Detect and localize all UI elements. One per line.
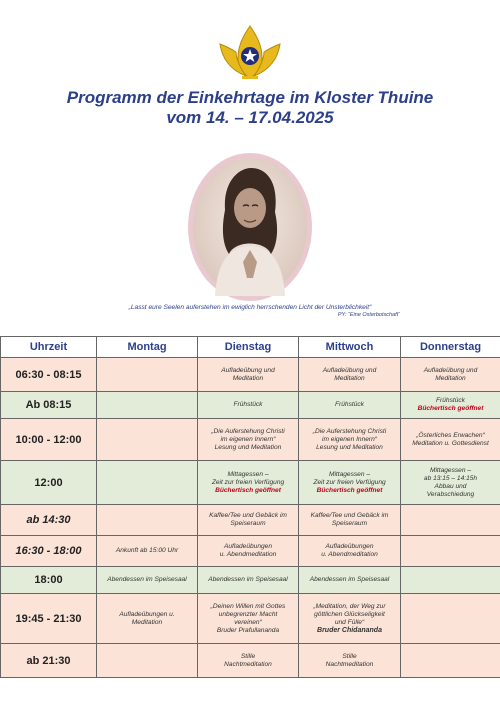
time-cell: ab 21:30	[1, 644, 97, 678]
header-mittwoch: Mittwoch	[299, 337, 401, 358]
header-dienstag: Dienstag	[198, 337, 299, 358]
mittwoch-cell: Kaffee/Tee und Gebäck im Speiseraum	[299, 505, 401, 536]
mittwoch-cell: „Die Auferstehung Christi im eigenen Innern“ Lesung und Meditation	[299, 419, 401, 461]
book-table-note: Büchertisch geöffnet	[215, 486, 281, 494]
dienstag-cell: Kaffee/Tee und Gebäck im Speiseraum	[198, 505, 299, 536]
dienstag-cell: Aufladeübung und Meditation	[198, 358, 299, 392]
montag-cell: Abendessen im Speisesaal	[97, 567, 198, 594]
mittwoch-cell: Stille Nachtmeditation	[299, 644, 401, 678]
table-row	[1, 461, 500, 505]
time-cell: 18:00	[1, 567, 97, 594]
donnerstag-cell: „Österliches Erwachen“ Meditation u. Gottesdienst	[401, 419, 500, 461]
mittwoch-cell: Mittagessen – Zeit zur freien Verfügung Büchertisch geöffnet	[299, 461, 401, 505]
dienstag-cell: „Deinen Willen mit Gottes unbegrenzter Macht vereinen“ Bruder Prafullananda	[198, 594, 299, 644]
montag-cell	[97, 644, 198, 678]
table-row	[1, 505, 500, 536]
donnerstag-cell	[401, 594, 500, 644]
speaker-name: Bruder Prafullananda	[216, 626, 280, 634]
schedule-table	[0, 336, 500, 678]
table-row	[1, 644, 500, 678]
portrait-photo	[185, 150, 315, 305]
page-title: Programm der Einkehrtage im Kloster Thuine	[66, 88, 434, 107]
mittwoch-cell: Abendessen im Speisesaal	[299, 567, 401, 594]
dienstag-cell: Mittagessen – Zeit zur freien Verfügung Büchertisch geöffnet	[198, 461, 299, 505]
time-cell: Ab 08:15	[1, 392, 97, 419]
header-montag: Montag	[97, 337, 198, 358]
donnerstag-cell: Frühstück Büchertisch geöffnet	[401, 392, 500, 419]
header-uhrzeit: Uhrzeit	[1, 337, 97, 358]
dienstag-cell: Stille Nachtmeditation	[198, 644, 299, 678]
montag-cell	[97, 461, 198, 505]
book-table-note: Büchertisch geöffnet	[417, 405, 484, 412]
time-cell: 06:30 - 08:15	[1, 358, 97, 392]
donnerstag-cell: Mittagessen – ab 13:15 – 14:15h Abbau und Verabschiedung	[401, 461, 500, 505]
table-row	[1, 419, 500, 461]
table-row	[1, 567, 500, 594]
dienstag-cell: Aufladeübungen u. Abendmeditation	[198, 536, 299, 567]
montag-cell	[97, 358, 198, 392]
mittwoch-cell: Aufladeübungen u. Abendmeditation	[299, 536, 401, 567]
montag-cell	[97, 392, 198, 419]
montag-cell	[97, 505, 198, 536]
time-cell: 19:45 - 21:30	[1, 594, 97, 644]
donnerstag-cell	[401, 644, 500, 678]
mittwoch-cell: Frühstück	[299, 392, 401, 419]
table-row	[1, 358, 500, 392]
dienstag-cell: „Die Auferstehung Christi im eigenen Innern“ Lesung und Meditation	[198, 419, 299, 461]
time-cell: ab 14:30	[1, 505, 97, 536]
table-row	[1, 536, 500, 567]
donnerstag-cell	[401, 536, 500, 567]
dienstag-cell: Abendessen im Speisesaal	[198, 567, 299, 594]
montag-cell: Ankunft ab 15:00 Uhr	[97, 536, 198, 567]
time-cell: 12:00	[1, 461, 97, 505]
donnerstag-cell	[401, 567, 500, 594]
quote-text: „Lasst eure Seelen auferstehen im ewiglich herrschenden Licht der Unsterblichkeit“	[128, 304, 372, 311]
lotus-star-icon	[216, 24, 284, 82]
montag-cell	[97, 419, 198, 461]
header-donnerstag: Donnerstag	[401, 337, 500, 358]
time-cell: 16:30 - 18:00	[1, 536, 97, 567]
donnerstag-cell	[401, 505, 500, 536]
mittwoch-cell: Aufladeübung und Meditation	[299, 358, 401, 392]
dienstag-cell: Frühstück	[198, 392, 299, 419]
time-cell: 10:00 - 12:00	[1, 419, 97, 461]
speaker-name: Bruder Chidananda	[317, 626, 382, 634]
montag-cell: Aufladeübungen u. Meditation	[97, 594, 198, 644]
table-header-row	[1, 337, 500, 358]
page-subtitle-dates: vom 14. – 17.04.2025	[166, 108, 334, 127]
book-table-note: Büchertisch geöffnet	[316, 486, 383, 494]
donnerstag-cell: Aufladeübung und Meditation	[401, 358, 500, 392]
table-row	[1, 392, 500, 419]
quote-source: PY: “Eine Osterbotschaft“	[337, 312, 400, 318]
mittwoch-cell: „Meditation, der Weg zur göttlichen Glückseligkeit und Fülle“ Bruder Chidananda	[299, 594, 401, 644]
table-row	[1, 594, 500, 644]
